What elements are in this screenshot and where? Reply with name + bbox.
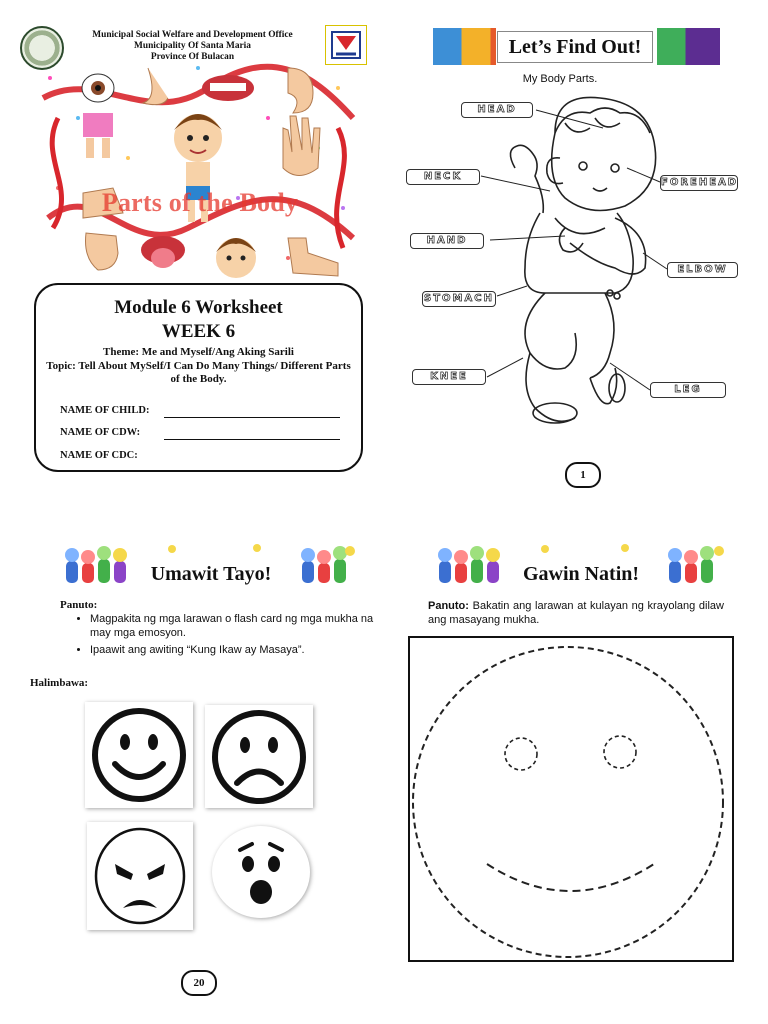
label-elbow: ELBOW (667, 262, 738, 278)
header-line-office: Municipal Social Welfare and Development Office (92, 30, 293, 40)
module-title: Module 6 Worksheet (114, 297, 283, 318)
topic-text: Topic: Tell About MySelf/I Can Do Many Things/ Different Parts of the Body. (46, 360, 351, 385)
surprised-face-icon (212, 826, 310, 918)
label-head: HEAD (461, 102, 533, 118)
tracing-area[interactable] (408, 636, 734, 962)
label-stomach: STOMACH (422, 291, 496, 307)
page-number-1: 1 (565, 462, 601, 488)
umawit-instructions (72, 612, 380, 660)
name-of-cdw-label: NAME OF CDW: (60, 427, 141, 438)
page-number-20: 20 (181, 970, 217, 996)
umawit-panuto-label: Panuto: (60, 599, 98, 611)
label-knee: KNEE (412, 369, 486, 385)
header-line-municipality: Municipality Of Santa Maria (134, 41, 251, 51)
angry-face-icon (87, 822, 193, 930)
header-line-province: Province Of Bulacan (150, 52, 235, 62)
gawin-panuto-text: Bakatin ang larawan at kulayan ng krayolang dilaw ang masayang mukha. (428, 600, 724, 626)
name-of-cdc-label: NAME OF CDC: (60, 450, 138, 461)
label-leg: LEG (650, 382, 726, 398)
week-title: WEEK 6 (161, 321, 236, 342)
label-forehead: FOREHEAD (660, 175, 738, 191)
instruction-item: • Ipaawit ang awiting “Kung Ikaw ay Masaya”. (90, 643, 380, 657)
name-of-child-field[interactable] (164, 417, 340, 418)
theme-text: Theme: Me and Myself/Ang Aking Sarili (103, 346, 294, 358)
body-parts-illustration (38, 58, 358, 283)
gawin-title: Gawin Natin! (510, 560, 652, 588)
module-info-box (34, 283, 363, 472)
dashed-smiley-trace-icon (410, 638, 732, 960)
instruction-item: • Magpakita ng mga larawan o flash card ng mga mukha na may mga emosyon. (90, 612, 380, 640)
name-of-cdw-field[interactable] (164, 439, 340, 440)
gawin-instructions (428, 599, 724, 627)
gawin-panuto-label: Panuto: (428, 600, 469, 612)
find-out-title: Let’s Find Out! (497, 31, 653, 63)
example-label: Halimbawa: (30, 677, 89, 689)
name-of-child-label: NAME OF CHILD: (60, 405, 150, 416)
label-neck: NECK (406, 169, 480, 185)
cover-title: Parts of the Body (101, 188, 299, 217)
body-parts-caption: My Body Parts. (522, 73, 598, 85)
label-hand: HAND (410, 233, 484, 249)
sad-face-icon (205, 705, 313, 808)
umawit-title: Umawit Tayo! (140, 560, 282, 588)
happy-face-icon (85, 702, 193, 808)
